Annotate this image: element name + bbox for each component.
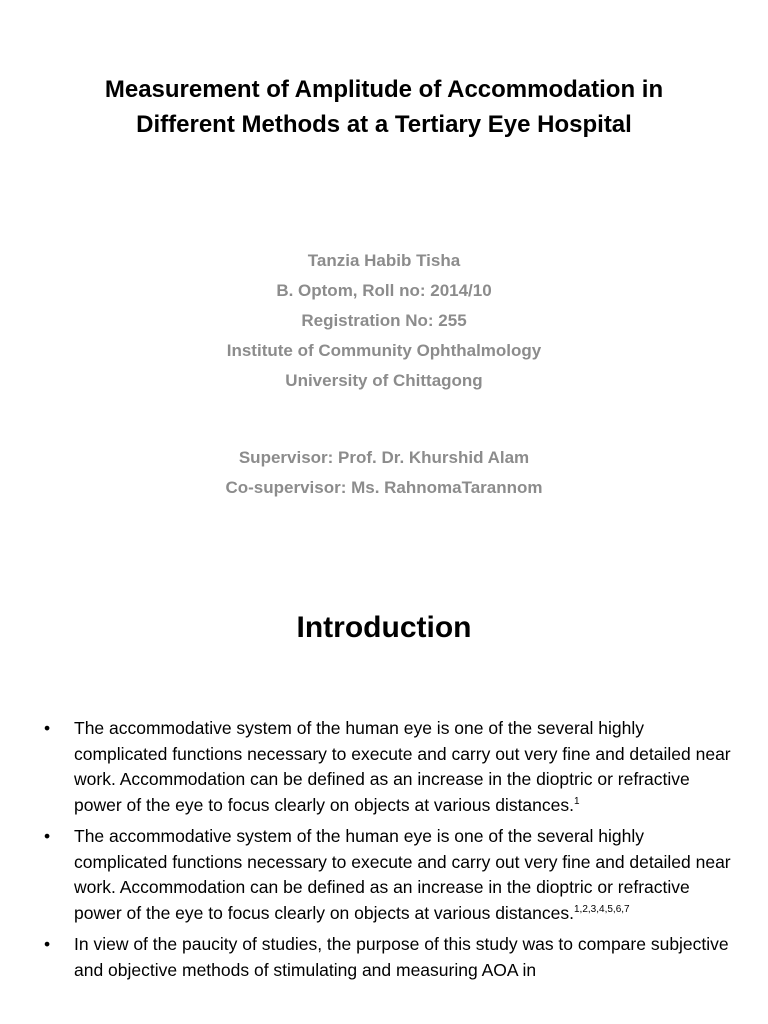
bullet-text: In view of the paucity of studies, the purpose of this study was to compare subjective and objective methods of stimulating and measuring AOA in bbox=[74, 934, 729, 980]
bullet-text: The accommodative system of the human eye is one of the several highly complicated functions necessary to execute and carry out very fine and detailed near work. Accommodation can be defined as an increase in the dioptric or refractive power of the eye to focus clearly on objects at various distances. bbox=[74, 718, 731, 815]
title-line-1: Measurement of Amplitude of Accommodation in bbox=[104, 76, 664, 103]
author-info bbox=[0, 246, 768, 396]
introduction-heading: Introduction bbox=[296, 611, 472, 644]
author-degree: B. Optom, Roll no: 2014/10 bbox=[276, 281, 492, 300]
supervisor-info bbox=[0, 443, 768, 503]
bullet-icon: • bbox=[44, 718, 51, 738]
bullet-item-3 bbox=[40, 932, 740, 983]
bullet-icon: • bbox=[44, 826, 51, 846]
bullet-text: The accommodative system of the human eye is one of the several highly complicated functions necessary to execute and carry out very fine and detailed near work. Accommodation can be defined as an increase in the dioptric or refractive power of the eye to focus clearly on objects at various distances. bbox=[74, 826, 731, 923]
co-supervisor-name: Co-supervisor: Ms. RahnomaTarannom bbox=[225, 478, 543, 497]
author-registration: Registration No: 255 bbox=[301, 311, 467, 330]
document-title bbox=[40, 72, 728, 142]
bullet-item-2 bbox=[40, 824, 740, 926]
author-name: Tanzia Habib Tisha bbox=[307, 251, 461, 270]
title-line-2: Different Methods at a Tertiary Eye Hospital bbox=[136, 111, 632, 138]
reference-superscript: 1,2,3,4,5,6,7 bbox=[574, 903, 630, 915]
author-university: University of Chittagong bbox=[285, 371, 483, 390]
author-institute: Institute of Community Ophthalmology bbox=[226, 341, 542, 360]
introduction-bullet-list bbox=[40, 716, 740, 989]
bullet-icon: • bbox=[44, 934, 51, 954]
supervisor-name: Supervisor: Prof. Dr. Khurshid Alam bbox=[238, 448, 530, 467]
bullet-item-1 bbox=[40, 716, 740, 818]
reference-superscript: 1 bbox=[574, 795, 580, 807]
